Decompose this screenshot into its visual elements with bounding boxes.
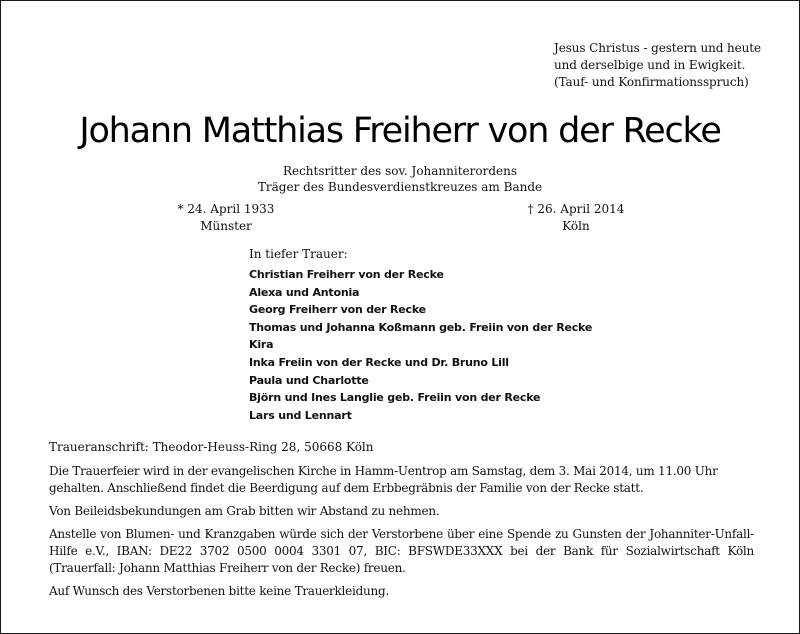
condolences-paragraph: Von Beileidsbekundungen am Grab bitten wir Abstand zu nehmen. [49, 504, 440, 518]
honorary-titles [1, 163, 799, 195]
mourner-name: Björn und Ines Langlie geb. Freiin von der Recke [249, 391, 541, 405]
mourner-name: Christian Freiherr von der Recke [249, 268, 444, 281]
bible-verse [554, 40, 794, 91]
birth-place: Münster [200, 219, 252, 233]
death-place: Köln [562, 219, 590, 233]
mourner-name: Thomas und Johanna Koßmann geb. Freiin von der Recke [249, 320, 593, 334]
mourning-intro: In tiefer Trauer: [249, 247, 348, 261]
birth-date: * 24. April 1933 [177, 202, 275, 216]
funeral-paragraph: Die Trauerfeier wird in der evangelischen Kirche in Hamm-Uentrop am Samstag, dem 3. Mai 2014, um 11.00 Uhr gehalten. Anschließend findet die Beerdigung auf dem Erbbegräbnis der Familie von der Recke statt. [49, 464, 718, 495]
death-date: † 26. April 2014 [527, 202, 625, 216]
bible-verse-line-3: (Tauf- und Konfirmationsspruch) [554, 75, 749, 89]
bible-verse-line-1: Jesus Christus - gestern und heute [554, 41, 761, 55]
mourning-address: Traueranschrift: Theodor-Heuss-Ring 28, 50668 Köln [49, 440, 374, 454]
mourner-name: Georg Freiherr von der Recke [249, 303, 426, 317]
birth-info [171, 201, 281, 235]
dresscode-paragraph: Auf Wunsch des Verstorbenen bitte keine Trauerkleidung. [49, 584, 389, 598]
bible-verse-line-2: und derselbige und in Ewigkeit. [554, 58, 746, 72]
mourner-name: Alexa und Antonia [249, 285, 360, 299]
death-info [521, 201, 631, 235]
title-order: Rechtsritter des sov. Johanniterordens [282, 164, 518, 178]
deceased-name: Johann Matthias Freiherr von der Recke [79, 111, 721, 151]
mourner-name: Kira [249, 338, 274, 352]
mourner-name: Inka Freiin von der Recke und Dr. Bruno Lill [249, 355, 509, 369]
announcement-text [49, 463, 754, 606]
mourners-list [249, 266, 592, 424]
donation-paragraph: Anstelle von Blumen- und Kranzgaben würde sich der Verstorbene über eine Spende zu Gunsten der Johanniter-Unfall-Hilfe e.V., IBAN: DE22 3702 0500 0004 3301 07, BIC: BFSWDE33XXX bei der Bank für Sozialwirtschaft Köln (Trauerfall: Johann Matthias Freiherr von der Recke) freuen. [49, 527, 754, 575]
mourner-name: Lars und Lennart [249, 408, 352, 422]
title-merit-cross: Träger des Bundesverdienstkreuzes am Bande [257, 180, 543, 194]
mourner-name: Paula und Charlotte [249, 373, 369, 387]
